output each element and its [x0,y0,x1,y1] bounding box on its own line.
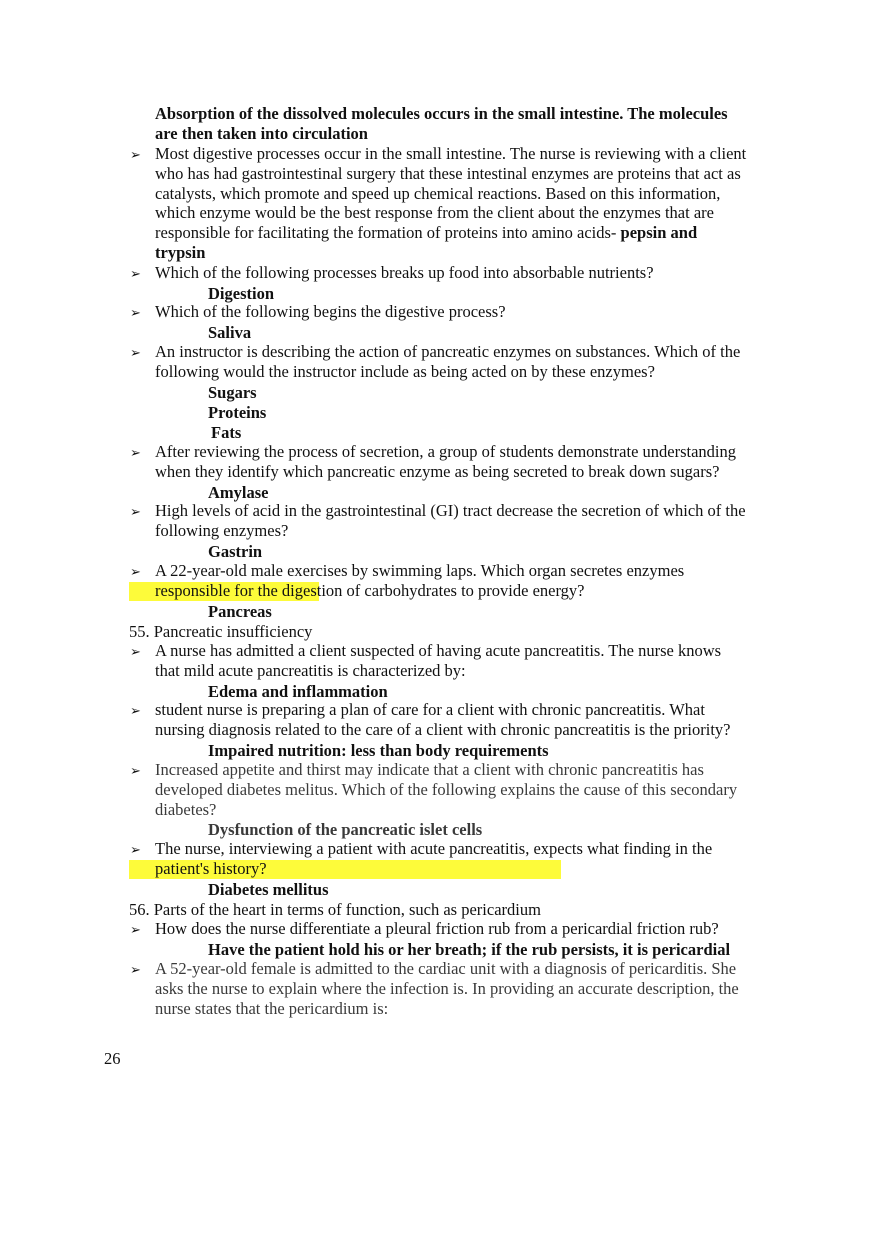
question-swimming [155,561,780,601]
question-line: Most digestive processes occur in the small intestine. The nurse is reviewing with a client [155,144,747,163]
question-line: who has had gastrointestinal surgery that these intestinal enzymes are proteins that act as [155,163,741,183]
question-line: diabetes? [155,799,217,819]
intro-line: Absorption of the dissolved molecules occurs in the small intestine. The molecules [155,104,728,123]
answer-text: Saliva [208,323,252,342]
bullet-icon: ➢ [130,764,141,779]
answer-text: Amylase [208,483,269,502]
question-line: After reviewing the process of secretion, a group of students demonstrate understanding [155,442,736,461]
question-line: that mild acute pancreatitis is characterized by: [155,660,466,680]
question-line: when they identify which pancreatic enzyme as being secreted to break down sugars? [155,461,720,481]
question-patient-history [155,839,780,879]
bullet-icon: ➢ [130,565,141,580]
question-line: An instructor is describing the action of pancreatic enzymes on substances. Which of the [155,342,741,361]
answer-text: pepsin and [620,223,698,243]
question-pericarditis [155,959,780,1018]
question-line: asks the nurse to explain where the infection is. In providing an accurate description, the [155,978,739,998]
bullet-icon: ➢ [130,148,141,163]
answer-text: trypsin [155,242,206,262]
question-line: responsible for the digestion of carbohydrates to provide energy? [155,580,585,600]
answer-text: Sugars [208,383,257,402]
page-number: 26 [104,1049,121,1068]
section-heading [129,622,312,642]
question-text: How does the nurse differentiate a pleural friction rub from a pericardial friction rub? [155,919,719,938]
bullet-icon: ➢ [130,267,141,282]
question-line: developed diabetes melitus. Which of the following explains the cause of this secondary [155,779,738,799]
question-secondary-diabetes [155,760,780,819]
question-line: patient's history? [155,858,267,878]
answer-text: Pancreas [208,602,272,621]
question-text: Which of the following begins the digestive process? [155,302,506,321]
section-number: 55. [129,622,150,641]
answer-text: Fats [211,423,242,442]
answer-text: Have the patient hold his or her breath; if the rub persists, it is pericardial [208,940,731,959]
question-text: Which of the following processes breaks up food into absorbable nutrients? [155,263,654,282]
section-title: Parts of the heart in terms of function, such as pericardium [153,900,541,919]
question-line: High levels of acid in the gastrointestinal (GI) tract decrease the secretion of which of the [155,501,746,520]
question-line: catalysts, which promote and speed up chemical reactions. Based on this information, [155,183,721,203]
bullet-icon: ➢ [130,446,141,461]
question-acute-pancreatitis [155,641,780,681]
bullet-icon: ➢ [130,306,141,321]
question-line: The nurse, interviewing a patient with acute pancreatitis, expects what finding in the [155,839,713,858]
question-chronic-pancreatitis [155,700,780,740]
bullet-icon: ➢ [130,923,141,938]
answer-text: Diabetes mellitus [208,880,329,899]
bullet-icon: ➢ [130,346,141,361]
answer-text: Proteins [208,403,267,422]
bullet-icon: ➢ [130,963,141,978]
question-line: A 22-year-old male exercises by swimming laps. Which organ secretes enzymes [155,561,685,580]
question-secretion [155,442,780,482]
question-line: which enzyme would be the best response from the client about the enzymes that are [155,203,714,223]
answer-text: Dysfunction of the pancreatic islet cells [208,820,483,839]
intro-statement [155,104,780,144]
question-line: following enzymes? [155,520,289,540]
question-line: Increased appetite and thirst may indicate that a client with chronic pancreatitis has [155,760,704,779]
question-gi-acid [155,501,780,541]
section-heading [129,900,541,920]
bullet-icon: ➢ [130,645,141,660]
answer-text: Digestion [208,284,274,303]
answer-text: Gastrin [208,542,263,561]
question-line: nurse states that the pericardium is: [155,998,389,1018]
question-enzymes-amino-acids [155,144,780,263]
question-line: A nurse has admitted a client suspected of having acute pancreatitis. The nurse knows [155,641,722,660]
bullet-icon: ➢ [130,505,141,520]
question-pancreatic-enzymes [155,342,780,382]
bullet-icon: ➢ [130,843,141,858]
intro-line: are then taken into circulation [155,123,368,143]
question-line: student nurse is preparing a plan of care for a client with chronic pancreatitis. What [155,700,705,719]
answer-text: Impaired nutrition: less than body requirements [208,741,549,760]
answer-text: Edema and inflammation [208,682,388,701]
bullet-icon: ➢ [130,704,141,719]
question-line: responsible for facilitating the formation of proteins into amino acids- pepsin and [155,223,698,243]
section-title: Pancreatic insufficiency [153,622,313,641]
question-line: nursing diagnosis related to the care of a client with chronic pancreatitis is the priority? [155,719,731,739]
question-line: A 52-year-old female is admitted to the cardiac unit with a diagnosis of pericarditis. She [155,959,737,978]
question-line: following would the instructor include as being acted on by these enzymes? [155,361,655,381]
section-number: 56. [129,900,150,919]
